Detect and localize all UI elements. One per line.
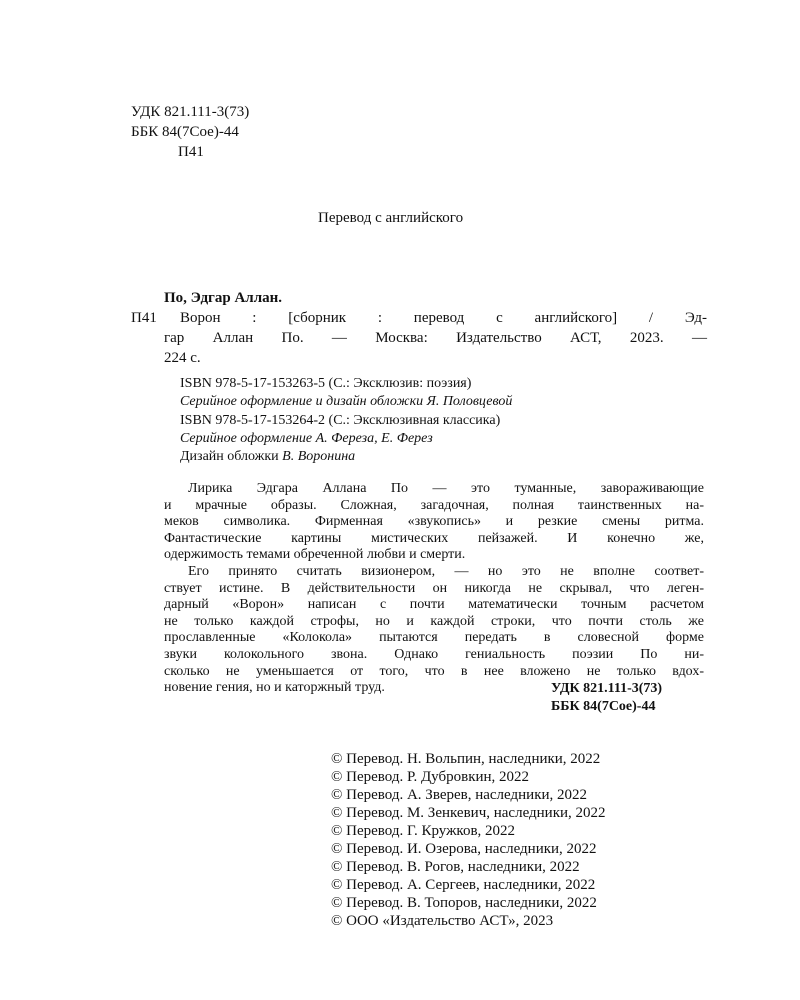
isbn-1: ISBN 978-5-17-153263-5 (С.: Эксклюзив: поэзия) — [180, 376, 472, 391]
cover-design-name: В. Воронина — [282, 449, 356, 464]
footer-udk: УДК 821.111-3(73) — [551, 681, 663, 696]
annotation-line: сколько не уменьшается от того, что в нее вложено не только вдох- — [164, 663, 704, 679]
copyright-line: © Перевод. А. Сергеев, наследники, 2022 — [331, 877, 596, 893]
annotation-line: прославленные «Колокола» пытаются передать в словесной форме — [164, 630, 704, 646]
annotation-line: и мрачные образы. Сложная, загадочная, полная таинственных на- — [164, 497, 704, 513]
annotation-line: Его принято считать визионером, — но это не вполне соответ- — [188, 563, 704, 579]
record-author-mark: П41 — [131, 310, 157, 326]
record-title — [180, 309, 707, 327]
copyright-line: © Перевод. Г. Кружков, 2022 — [331, 823, 516, 839]
annotation-line: меков символика. Фирменная «звукопись» и резкие смены ритма. — [164, 514, 704, 530]
annotation-line: дарный «Ворон» написан с почти математически точным расчетом — [164, 597, 704, 613]
copyright-line: © ООО «Издательство АСТ», 2023 — [331, 913, 554, 929]
copyright-line: © Перевод. Р. Дубровкин, 2022 — [331, 769, 530, 785]
copyright-line: © Перевод. В. Топоров, наследники, 2022 — [331, 895, 597, 911]
annotation-line: Лирика Эдгара Аллана По — это туманные, завораживающие — [188, 481, 704, 496]
annotation-line: не только каждой строфы, но и каждой строки, что почти столь же — [164, 613, 704, 629]
copyright-line: © Перевод. И. Озерова, наследники, 2022 — [331, 841, 597, 857]
annotation-line: новение гения, но и каторжный труд. — [164, 680, 385, 696]
isbn-2: ISBN 978-5-17-153264-2 (С.: Эксклюзивная классика) — [180, 413, 501, 428]
footer-bbk: ББК 84(7Сое)-44 — [551, 699, 656, 714]
record-pages: 224 с. — [164, 350, 201, 366]
header-author-mark: П41 — [178, 144, 204, 160]
cover-design-label: Дизайн обложки — [180, 449, 279, 464]
annotation-line: звуки колокольного звона. Однако гениальность поэзии По ни- — [164, 646, 704, 662]
cover-design — [180, 449, 355, 466]
copyright-list — [331, 750, 606, 930]
annotation-line: ствует истине. В действительности он никогда не скрывал, что леген- — [164, 580, 704, 596]
copyright-line: © Перевод. А. Зверев, наследники, 2022 — [331, 787, 588, 803]
series-design-2: Серийное оформление А. Фереза, Е. Ферез — [180, 431, 433, 446]
copyright-line: © Перевод. В. Рогов, наследники, 2022 — [331, 859, 580, 875]
copyright-line: © Перевод. М. Зенкевич, наследники, 2022 — [331, 805, 606, 821]
series-design-1: Серийное оформление и дизайн обложки Я. Половцевой — [180, 394, 513, 409]
annotation-paragraph-2 — [164, 564, 704, 697]
annotation-line: Фантастические картины мистических пейзажей. И конечно же, — [164, 530, 704, 546]
record-title-cont — [164, 329, 707, 347]
annotation — [164, 481, 704, 697]
annotation-paragraph-1 — [164, 481, 704, 564]
copyright-line: © Перевод. Н. Вольпин, наследники, 2022 — [331, 751, 601, 767]
record-title-line-1: Ворон : [сборник : перевод с английского] / Эд- — [180, 310, 707, 326]
header-udk: УДК 821.111-3(73) — [131, 104, 250, 120]
translated-from: Перевод с английского — [318, 210, 464, 226]
record-title-line-2: гар Аллан По. — Москва: Издательство АСТ, 2023. — — [164, 330, 707, 346]
author-heading: По, Эдгар Аллан. — [164, 290, 283, 306]
header-bbk: ББК 84(7Сое)-44 — [131, 124, 239, 140]
annotation-line: одержимость темами обреченной любви и смерти. — [164, 547, 466, 563]
